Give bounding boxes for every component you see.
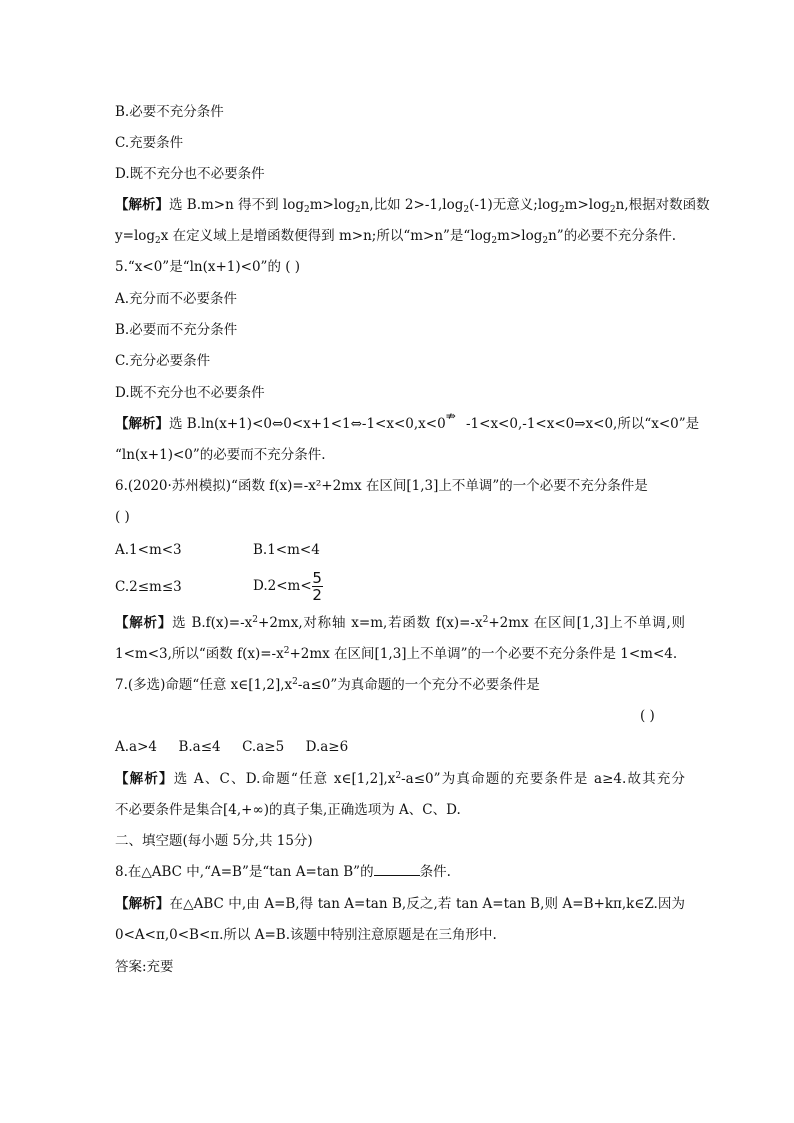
section-heading: 二、填空题(每小题 5分,共 15分) [115,833,313,849]
q5-option-b: B.必要而不充分条件 [115,322,238,338]
q7-analysis-line-2: 不必要条件是集合[4,+∞)的真子集,正确选项为 A、C、D. [115,802,461,818]
analysis-tag: 【解析】 [115,896,170,912]
q6-analysis-line-1: 【解析】选 $B.f(x)=-x^2+2mx$,对称轴 x=m,若函数 $f(x)=-x^2+2mx$ 在区间[1,3]上不单调,则 [115,615,686,631]
fraction-five-halves: $\frac{5}{2}$ [312,569,322,604]
q5-analysis-line-1: 【解析】选 B.ln(x+1)<0⇔0<x+1<1⇔-1<x<0,x<0 ⇏ -1<x<0,-1<x<0⇒x<0,所以“x<0”是 [115,409,700,432]
q4-option-b: B.必要不充分条件 [115,104,224,120]
q5-stem: 5.“x<0”是“ln(x+1)<0”的 ( ) [115,259,301,275]
analysis-tag: 【解析】 [115,197,169,213]
q8-analysis-line-1: 【解析】在△ABC 中,由 A=B,得 tan A=tan B,反之,若 tan A=tan B,则 A=B+kπ,k∈Z.因为 [115,896,686,912]
q5-analysis-line-2: “ln(x+1)<0”的必要而不充分条件. [115,447,326,463]
q8-answer: 答案:充要 [115,959,174,975]
analysis-tag: 【解析】 [115,615,173,631]
answer-blank [374,863,420,876]
q6-option-d: D.2<m< $\frac{5}{2}$ [253,569,322,604]
q6-analysis-line-2: 1<m<3,所以“函数 $f(x)=-x^2+2mx$ 在区间[1,3]上不单调”的一个必要不充分条件是 1<m<4. [115,646,678,662]
q7-stem: 7.(多选)命题“任意 $x\in[1,2],x^2-a\le 0$”为真命题的一个充分不必要条件是 [115,677,540,693]
q8-stem: 8.在△ABC 中,“A=B”是“tan A=tan B”的 条件. [115,864,451,880]
not-implies-symbol: ⇏ [445,409,456,423]
q6-stem: 6.(2020·苏州模拟)“函数 f(x)=-x²+2mx 在区间[1,3]上不单调”的一个必要不充分条件是 [115,478,648,494]
analysis-tag: 【解析】 [115,771,174,787]
q7-paren: ( ) [640,708,655,724]
q4-analysis-line-1: 【解析】选 B.m>n 得不到 $\log_2m>\log_2n$,比如 $2>-1,\log_2(-1)$无意义$;\log_2m>\log_2n$,根据对数函数 [115,197,710,215]
q4-analysis-line-2: $y=\log_2x$ 在定义域上是增函数便得到 m>n;所以“m>n”是“$\log_2m>\log_2n$”的必要不充分条件. [115,228,676,246]
q6-paren: ( ) [115,509,130,525]
analysis-tag: 【解析】 [115,416,169,432]
q5-option-d: D.既不充分也不必要条件 [115,385,265,401]
q6-option-b: B.1<m<4 [253,542,320,558]
q4-option-c: C.充要条件 [115,135,184,151]
q6-option-c: C.2≤m≤3 [115,579,182,595]
q5-option-c: C.充分必要条件 [115,353,211,369]
q7-analysis-line-1: 【解析】选 A、C、D.命题“任意 $x\in[1,2],x^2-a\le 0$”为真命题的充要条件是 a≥4.故其充分 [115,771,686,787]
q8-analysis-line-2: 0<A<π,0<B<π.所以 A=B.该题中特别注意原题是在三角形中. [115,927,497,943]
q6-option-a: A.1<m<3 [115,542,182,558]
q5-option-a: A.充分而不必要条件 [115,291,238,307]
q4-option-d: D.既不充分也不必要条件 [115,166,265,182]
q7-options: A.a>4 B.a≤4 C.a≥5 D.a≥6 [115,739,349,755]
